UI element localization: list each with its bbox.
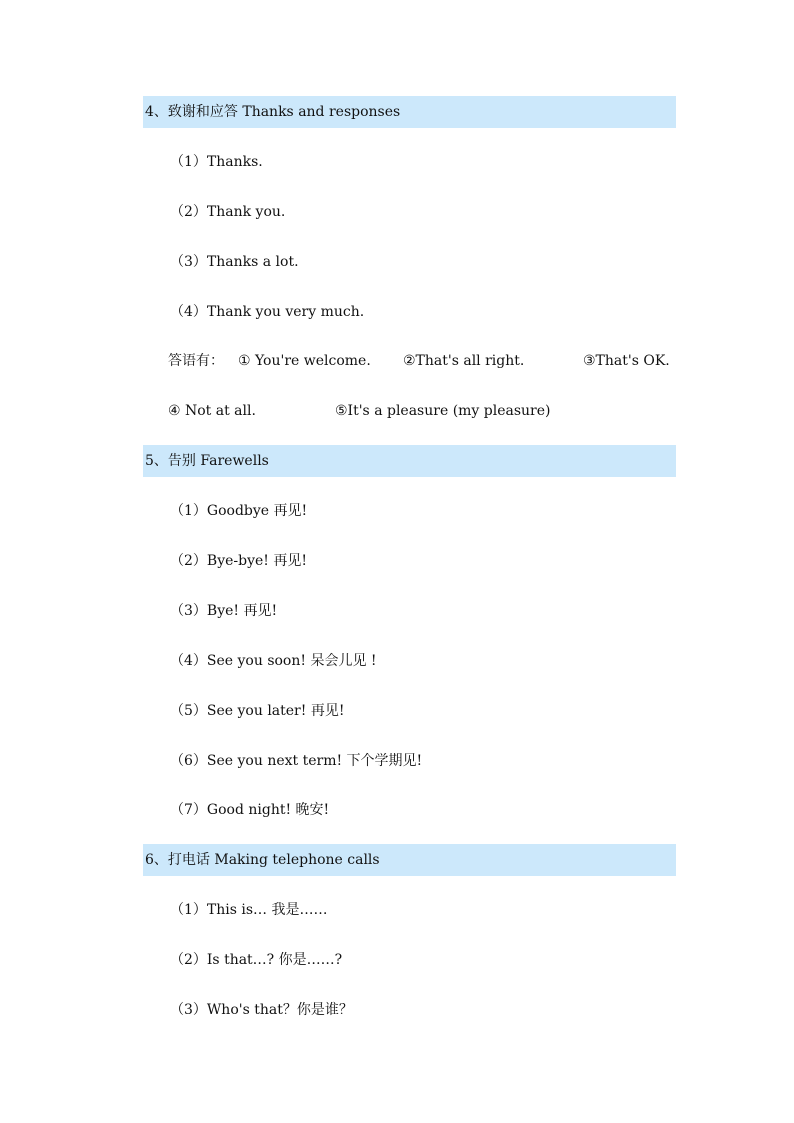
answer-item: ⑤It's a pleasure (my pleasure) bbox=[335, 403, 551, 419]
section-heading-thanks: 4、致谢和应答 Thanks and responses bbox=[143, 96, 676, 128]
list-item: （3）Who's that？你是谁？ bbox=[170, 1002, 353, 1018]
answers-row-1 bbox=[168, 349, 676, 373]
list-item: （1）Thanks. bbox=[170, 154, 263, 170]
list-item: （7）Good night! 晚安! bbox=[170, 802, 330, 818]
answer-item: ③That's OK. bbox=[583, 353, 670, 369]
answer-item: ②That's all right. bbox=[403, 353, 525, 369]
list-item: （3）Bye! 再见! bbox=[170, 603, 278, 619]
list-item: （5）See you later! 再见! bbox=[170, 703, 345, 719]
list-item: （4）Thank you very much. bbox=[170, 304, 365, 320]
list-item: （1）This is… 我是…… bbox=[170, 902, 328, 918]
list-item: （3）Thanks a lot. bbox=[170, 254, 299, 270]
list-item: （1）Goodbye 再见! bbox=[170, 503, 308, 519]
section-heading-farewells: 5、告别 Farewells bbox=[143, 445, 676, 477]
list-item: （4）See you soon! 呆会儿见 ! bbox=[170, 653, 377, 669]
list-item: （2）Thank you. bbox=[170, 204, 286, 220]
section-heading-telephone: 6、打电话 Making telephone calls bbox=[143, 844, 676, 876]
list-item: （2）Bye-bye! 再见! bbox=[170, 553, 307, 569]
list-item: （6）See you next term! 下个学期见! bbox=[170, 753, 423, 769]
answer-item: ④ Not at all. bbox=[168, 403, 256, 419]
list-item: （2）Is that…? 你是……? bbox=[170, 952, 343, 968]
answers-row-2 bbox=[168, 399, 676, 423]
answer-item: ① You're welcome. bbox=[238, 353, 371, 369]
answers-label: 答语有： bbox=[168, 353, 224, 369]
